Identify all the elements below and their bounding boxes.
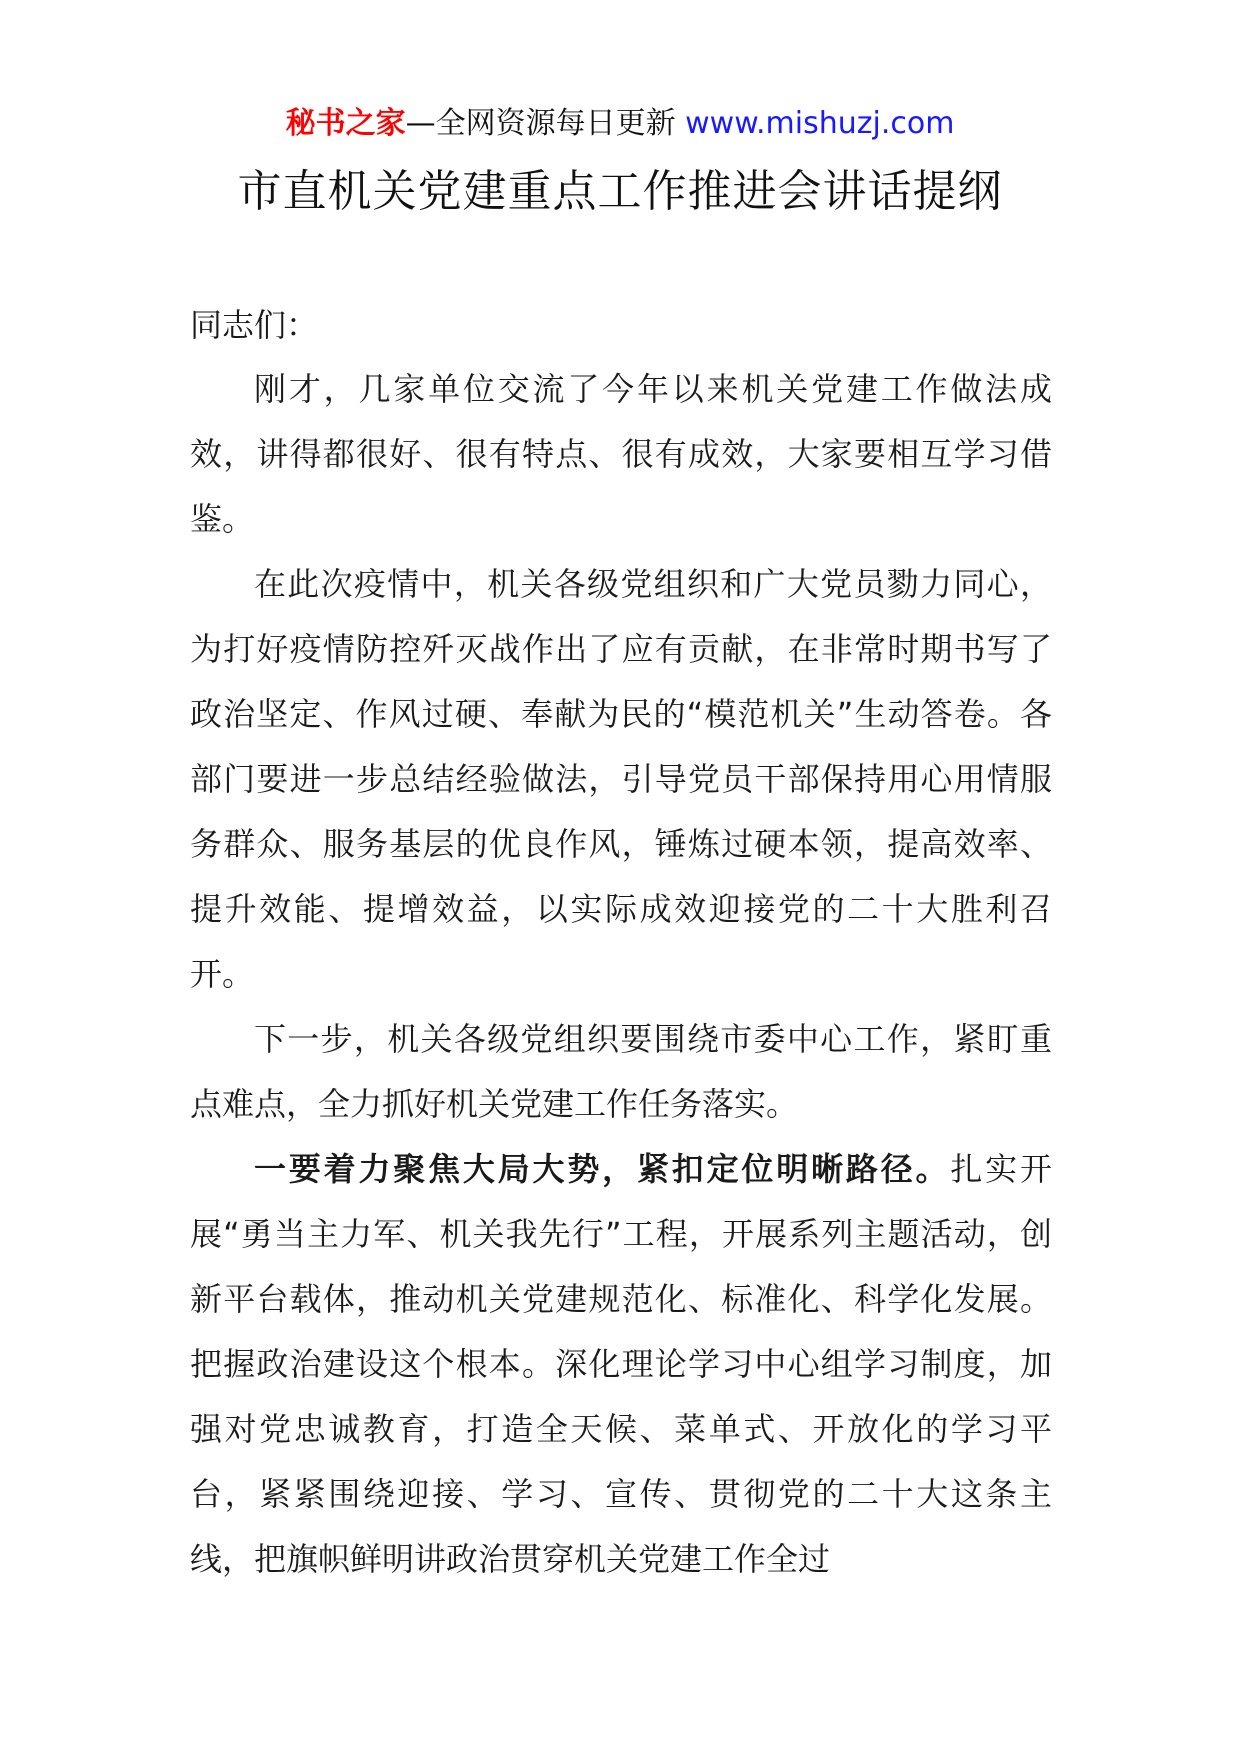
- paragraph-2: [190, 552, 1052, 1007]
- paragraph-1: [190, 357, 1052, 552]
- header-tagline: —全网资源每日更新: [405, 106, 686, 141]
- document-body: [190, 293, 1052, 1592]
- paragraph-4: [190, 1137, 1052, 1592]
- document-title: 市直机关党建重点工作推进会讲话提纲: [237, 166, 1003, 217]
- brand-name: 秘书之家: [285, 106, 406, 141]
- paragraph-3: [190, 1007, 1052, 1137]
- salutation: 同志们：: [190, 306, 319, 344]
- paragraph-text: 扎实开展“勇当主力军、机关我先行”工程，开展系列主题活动，创新平台载体，推动机关党建规范化、标准化、科学化发展。把握政治建设这个根本。深化理论学习中心组学习制度，加强对党忠诚教育，打造全天候、菜单式、开放化的学习平台，紧紧围绕迎接、学习、宣传、贯彻党的二十大这条主线，把旗帜鲜明讲政治贯穿机关党建工作全过: [190, 1150, 1052, 1578]
- paragraph-text: 下一步，机关各级党组织要围绕市委中心工作，紧盯重点难点，全力抓好机关党建工作任务落实。: [190, 1020, 1052, 1123]
- paragraph-text: 刚才，几家单位交流了今年以来机关党建工作做法成效，讲得都很好、很有特点、很有成效，大家要相互学习借鉴。: [190, 370, 1052, 538]
- paragraph-text: 在此次疫情中，机关各级党组织和广大党员勠力同心，为打好疫情防控歼灭战作出了应有贡献，在非常时期书写了政治坚定、作风过硬、奉献为民的“模范机关”生动答卷。各部门要进一步总结经验做法，引导党员干部保持用心用情服务群众、服务基层的优良作风，锤炼过硬本领，提高效率、提升效能、提增效益，以实际成效迎接党的二十大胜利召开。: [190, 565, 1052, 993]
- paragraph-lead-heading: 一要着力聚焦大局大势，紧扣定位明晰路径。: [254, 1150, 951, 1188]
- site-header: [0, 102, 1240, 146]
- site-url-link[interactable]: www.mishuzj.com: [685, 106, 955, 141]
